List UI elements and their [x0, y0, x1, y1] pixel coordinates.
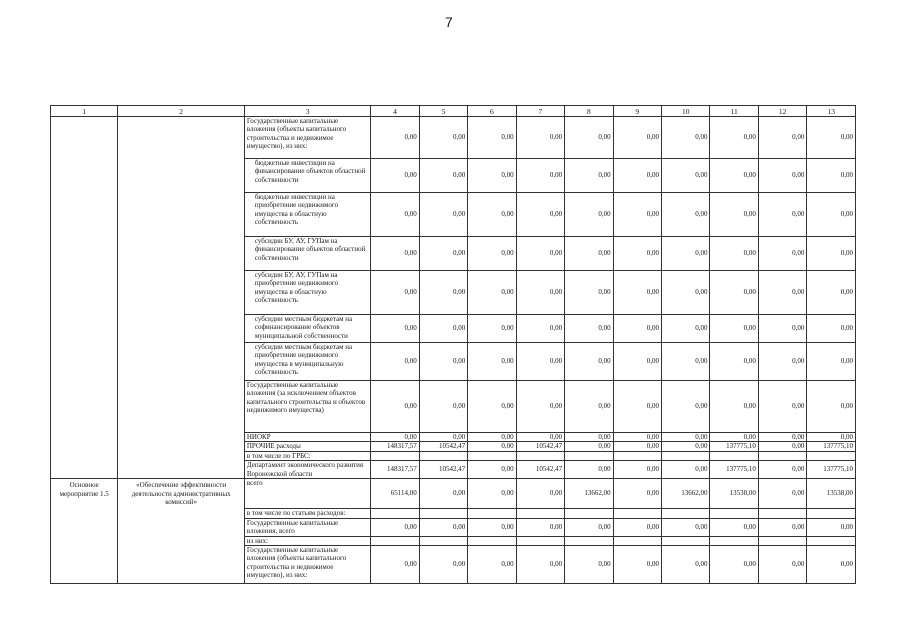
value-cell: 0,00 — [710, 545, 758, 583]
value-cell: 0,00 — [516, 518, 564, 536]
value-cell: 0,00 — [758, 381, 806, 433]
value-cell: 0,00 — [371, 237, 419, 271]
value-cell: 0,00 — [371, 545, 419, 583]
value-cell: 0,00 — [710, 237, 758, 271]
value-cell — [419, 509, 467, 518]
value-cell: 0,00 — [710, 518, 758, 536]
value-cell — [662, 536, 710, 545]
value-cell: 0,00 — [565, 315, 613, 343]
value-cell: 0,00 — [468, 237, 516, 271]
column-number-13: 13 — [807, 106, 856, 117]
column-number-11: 11 — [710, 106, 758, 117]
value-cell: 0,00 — [371, 271, 419, 315]
value-cell: 0,00 — [613, 461, 661, 479]
expense-label-cell: ПРОЧИЕ расходы — [244, 442, 370, 451]
expense-label-cell: всего — [244, 479, 370, 509]
value-cell: 13538,00 — [807, 479, 856, 509]
value-cell: 0,00 — [758, 461, 806, 479]
expense-label-cell: субсидии БУ, АУ, ГУПам на финансирование объектов областной собственности — [244, 237, 370, 271]
value-cell: 0,00 — [565, 117, 613, 159]
value-cell: 0,00 — [516, 193, 564, 237]
value-cell: 0,00 — [371, 381, 419, 433]
value-cell: 0,00 — [613, 433, 661, 442]
column-number-10: 10 — [662, 106, 710, 117]
value-cell: 0,00 — [758, 479, 806, 509]
value-cell: 0,00 — [807, 271, 856, 315]
value-cell: 137775,10 — [807, 461, 856, 479]
value-cell: 137775,10 — [710, 461, 758, 479]
value-cell — [468, 451, 516, 460]
value-cell: 0,00 — [662, 433, 710, 442]
value-cell: 0,00 — [662, 117, 710, 159]
value-cell — [613, 536, 661, 545]
expense-label-cell: Департамент экономического развития Воронежской области — [244, 461, 370, 479]
value-cell — [371, 509, 419, 518]
value-cell: 137775,10 — [710, 442, 758, 451]
value-cell — [419, 536, 467, 545]
value-cell — [807, 509, 856, 518]
value-cell: 0,00 — [662, 237, 710, 271]
value-cell: 0,00 — [807, 545, 856, 583]
value-cell: 0,00 — [710, 193, 758, 237]
value-cell: 0,00 — [516, 479, 564, 509]
value-cell: 0,00 — [613, 381, 661, 433]
value-cell: 0,00 — [419, 545, 467, 583]
value-cell — [516, 536, 564, 545]
value-cell: 0,00 — [371, 433, 419, 442]
value-cell: 0,00 — [565, 461, 613, 479]
column-number-row — [51, 106, 856, 117]
value-cell: 0,00 — [371, 117, 419, 159]
value-cell: 0,00 — [419, 159, 467, 193]
value-cell — [758, 509, 806, 518]
column-number-7: 7 — [516, 106, 564, 117]
value-cell: 0,00 — [758, 545, 806, 583]
value-cell: 0,00 — [565, 442, 613, 451]
value-cell: 0,00 — [468, 343, 516, 381]
expense-label-cell: бюджетные инвестиции на финансирование объектов областной собственности — [244, 159, 370, 193]
budget-table — [50, 105, 856, 584]
value-cell: 0,00 — [710, 315, 758, 343]
value-cell: 0,00 — [419, 433, 467, 442]
value-cell — [662, 509, 710, 518]
value-cell: 0,00 — [613, 343, 661, 381]
value-cell: 0,00 — [371, 343, 419, 381]
value-cell: 0,00 — [468, 518, 516, 536]
value-cell: 0,00 — [468, 159, 516, 193]
value-cell: 0,00 — [807, 315, 856, 343]
value-cell: 0,00 — [371, 159, 419, 193]
column-number-6: 6 — [468, 106, 516, 117]
expense-label-cell: Государственные капитальные вложения (объекты капитального строительства и недвижимое имущество), из них: — [244, 545, 370, 583]
value-cell: 0,00 — [371, 518, 419, 536]
value-cell: 0,00 — [565, 237, 613, 271]
value-cell: 0,00 — [662, 518, 710, 536]
value-cell — [710, 509, 758, 518]
value-cell: 0,00 — [565, 381, 613, 433]
value-cell: 0,00 — [710, 433, 758, 442]
column-number-3: 3 — [244, 106, 370, 117]
value-cell: 0,00 — [516, 237, 564, 271]
activity-name-cell — [118, 117, 244, 479]
value-cell: 0,00 — [468, 479, 516, 509]
value-cell: 0,00 — [758, 442, 806, 451]
column-number-12: 12 — [758, 106, 806, 117]
value-cell: 0,00 — [565, 343, 613, 381]
value-cell — [565, 509, 613, 518]
value-cell: 0,00 — [565, 433, 613, 442]
value-cell: 0,00 — [662, 442, 710, 451]
value-cell: 10542,47 — [516, 442, 564, 451]
value-cell: 0,00 — [613, 159, 661, 193]
expense-label-cell: в том числе по статьям расходов: — [244, 509, 370, 518]
value-cell: 0,00 — [613, 518, 661, 536]
value-cell: 0,00 — [710, 117, 758, 159]
value-cell: 0,00 — [468, 271, 516, 315]
value-cell: 0,00 — [662, 271, 710, 315]
value-cell: 0,00 — [565, 518, 613, 536]
value-cell: 0,00 — [758, 117, 806, 159]
value-cell: 0,00 — [468, 193, 516, 237]
value-cell: 0,00 — [807, 381, 856, 433]
value-cell: 0,00 — [710, 381, 758, 433]
value-cell: 0,00 — [662, 545, 710, 583]
value-cell: 0,00 — [613, 442, 661, 451]
value-cell: 0,00 — [565, 159, 613, 193]
value-cell: 0,00 — [516, 271, 564, 315]
value-cell: 0,00 — [516, 545, 564, 583]
value-cell: 0,00 — [613, 479, 661, 509]
value-cell — [516, 451, 564, 460]
value-cell: 0,00 — [419, 381, 467, 433]
activity-code-cell — [51, 117, 118, 479]
value-cell: 0,00 — [662, 159, 710, 193]
value-cell: 0,00 — [807, 117, 856, 159]
value-cell: 0,00 — [758, 271, 806, 315]
expense-label-cell: Государственные капитальные вложения (объекты капитального строительства и недвижимое имущество), из них: — [244, 117, 370, 159]
value-cell: 0,00 — [419, 518, 467, 536]
column-number-9: 9 — [613, 106, 661, 117]
value-cell: 0,00 — [758, 518, 806, 536]
value-cell: 0,00 — [419, 271, 467, 315]
expense-label-cell: бюджетные инвестиции на приобретение недвижимого имущества в областную собственность — [244, 193, 370, 237]
value-cell: 13662,00 — [565, 479, 613, 509]
value-cell — [468, 509, 516, 518]
value-cell: 0,00 — [662, 193, 710, 237]
value-cell: 10542,47 — [419, 461, 467, 479]
value-cell — [710, 451, 758, 460]
value-cell: 0,00 — [758, 193, 806, 237]
value-cell — [613, 509, 661, 518]
value-cell: 0,00 — [516, 315, 564, 343]
value-cell: 0,00 — [468, 117, 516, 159]
value-cell: 0,00 — [807, 343, 856, 381]
value-cell: 10542,47 — [516, 461, 564, 479]
value-cell: 0,00 — [807, 433, 856, 442]
value-cell: 10542,47 — [419, 442, 467, 451]
expense-label-cell: субсидии местным бюджетам на софинансирование объектов муниципальной собственности — [244, 315, 370, 343]
value-cell: 0,00 — [516, 117, 564, 159]
value-cell — [758, 451, 806, 460]
value-cell: 0,00 — [516, 381, 564, 433]
value-cell: 0,00 — [419, 479, 467, 509]
value-cell: 0,00 — [468, 381, 516, 433]
value-cell: 137775,10 — [807, 442, 856, 451]
expense-label-cell: Государственные капитальные вложения, всего — [244, 518, 370, 536]
value-cell: 0,00 — [419, 315, 467, 343]
value-cell — [468, 536, 516, 545]
expense-label-cell: из них: — [244, 536, 370, 545]
value-cell: 0,00 — [710, 271, 758, 315]
value-cell — [710, 536, 758, 545]
value-cell: 0,00 — [468, 315, 516, 343]
column-number-8: 8 — [565, 106, 613, 117]
value-cell: 0,00 — [419, 237, 467, 271]
value-cell: 0,00 — [516, 433, 564, 442]
value-cell: 148317,57 — [371, 461, 419, 479]
value-cell: 0,00 — [516, 159, 564, 193]
value-cell: 0,00 — [758, 315, 806, 343]
value-cell: 0,00 — [565, 193, 613, 237]
value-cell: 0,00 — [662, 381, 710, 433]
value-cell: 0,00 — [565, 545, 613, 583]
value-cell: 0,00 — [662, 315, 710, 343]
value-cell: 0,00 — [807, 237, 856, 271]
value-cell — [419, 451, 467, 460]
value-cell — [371, 451, 419, 460]
expense-label-cell: Государственные капитальные вложения (за исключением объектов капитального строительства и объектов недвижимого имущества) — [244, 381, 370, 433]
activity-name-cell: «Обеспечение эффективности деятельности административных комиссий» — [118, 479, 244, 584]
column-number-2: 2 — [118, 106, 244, 117]
value-cell — [807, 536, 856, 545]
value-cell: 0,00 — [613, 237, 661, 271]
value-cell: 0,00 — [710, 343, 758, 381]
value-cell: 0,00 — [613, 315, 661, 343]
column-number-4: 4 — [371, 106, 419, 117]
value-cell: 0,00 — [758, 343, 806, 381]
value-cell: 0,00 — [807, 518, 856, 536]
value-cell — [758, 536, 806, 545]
page-number: 7 — [445, 14, 453, 30]
expense-label-cell: субсидии местным бюджетам на приобретение недвижимого имущества в муниципальную собственность — [244, 343, 370, 381]
value-cell: 0,00 — [613, 271, 661, 315]
value-cell — [613, 451, 661, 460]
value-cell: 0,00 — [613, 117, 661, 159]
value-cell: 0,00 — [516, 343, 564, 381]
value-cell: 0,00 — [419, 117, 467, 159]
expense-label-cell: в том числе по ГРБС: — [244, 451, 370, 460]
value-cell: 0,00 — [807, 193, 856, 237]
value-cell: 0,00 — [419, 343, 467, 381]
value-cell — [565, 451, 613, 460]
value-cell: 0,00 — [468, 442, 516, 451]
column-number-1: 1 — [51, 106, 118, 117]
value-cell: 0,00 — [758, 433, 806, 442]
value-cell: 148317,57 — [371, 442, 419, 451]
value-cell — [371, 536, 419, 545]
value-cell: 13662,00 — [662, 479, 710, 509]
table-row — [51, 117, 856, 159]
value-cell: 65114,00 — [371, 479, 419, 509]
value-cell: 0,00 — [468, 545, 516, 583]
value-cell: 0,00 — [613, 193, 661, 237]
value-cell — [662, 451, 710, 460]
value-cell: 0,00 — [468, 461, 516, 479]
activity-code-cell: Основное мероприятие 1.5 — [51, 479, 118, 584]
value-cell: 0,00 — [371, 315, 419, 343]
value-cell: 0,00 — [758, 237, 806, 271]
expense-label-cell: НИОКР — [244, 433, 370, 442]
value-cell: 0,00 — [807, 159, 856, 193]
value-cell: 0,00 — [662, 461, 710, 479]
value-cell: 13538,00 — [710, 479, 758, 509]
value-cell: 0,00 — [419, 193, 467, 237]
value-cell — [807, 451, 856, 460]
column-number-5: 5 — [419, 106, 467, 117]
value-cell: 0,00 — [758, 159, 806, 193]
value-cell: 0,00 — [710, 159, 758, 193]
value-cell — [565, 536, 613, 545]
expense-label-cell: субсидии БУ, АУ, ГУПам на приобретение недвижимого имущества в областную собственность — [244, 271, 370, 315]
value-cell: 0,00 — [371, 193, 419, 237]
value-cell: 0,00 — [613, 545, 661, 583]
table-row — [51, 479, 856, 509]
value-cell: 0,00 — [468, 433, 516, 442]
value-cell: 0,00 — [565, 271, 613, 315]
value-cell — [516, 509, 564, 518]
value-cell: 0,00 — [662, 343, 710, 381]
